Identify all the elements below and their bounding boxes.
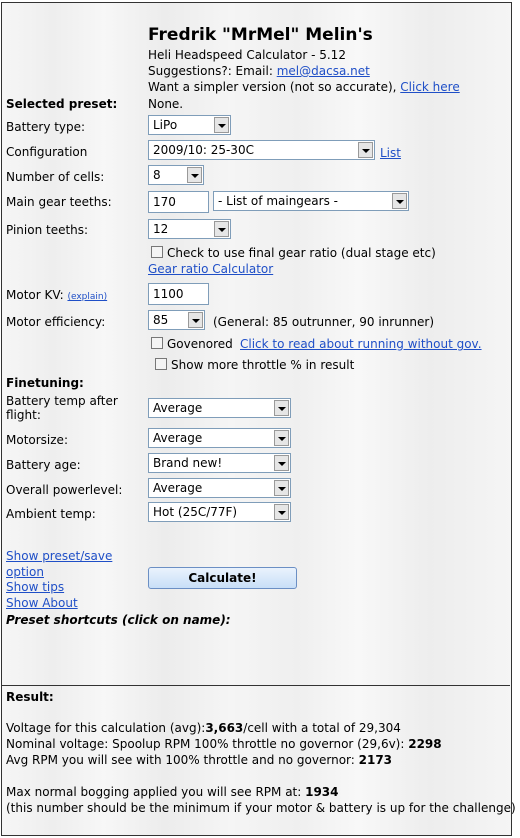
avg-rpm-value: 2173 [358, 753, 393, 767]
efficiency-select[interactable] [148, 310, 205, 330]
result-spoolup [6, 737, 442, 751]
result-note: (this number should be the minimum if your motor & battery is up for the challenge) [6, 801, 516, 815]
governor-info-link[interactable]: Click to read about running without gov. [240, 337, 482, 351]
avg-rpm-label: Avg RPM you will see with 100% throttle and no governor: [6, 753, 359, 767]
battery-age-select[interactable] [148, 453, 291, 473]
main-gear-input[interactable]: 170 [148, 191, 209, 213]
spoolup-value: 2298 [408, 737, 442, 751]
gear-ratio-calculator-link[interactable]: Gear ratio Calculator [148, 262, 274, 276]
chevron-down-icon [274, 480, 289, 496]
governored-label: Govenored [167, 337, 233, 351]
battery-type-value: LiPo [153, 118, 178, 132]
main-gear-label: Main gear teeths: [6, 195, 112, 209]
throttle-label: Show more throttle % in result [171, 358, 355, 372]
chevron-down-icon [274, 504, 289, 520]
powerlevel-select[interactable] [148, 478, 291, 498]
final-ratio-label: Check to use final gear ratio (dual stage etc) [167, 246, 436, 260]
battery-type-label: Battery type: [6, 120, 86, 134]
chevron-down-icon [358, 142, 373, 158]
page-title: Fredrik "MrMel" Melin's [148, 25, 373, 45]
show-tips-link[interactable]: Show tips [6, 580, 65, 594]
explain-link[interactable]: (explain) [67, 292, 108, 302]
maingear-list-value: - List of maingears - [218, 194, 338, 208]
ambient-value: Hot (25C/77F) [153, 505, 238, 519]
cells-value: 8 [153, 168, 161, 182]
chevron-down-icon [187, 167, 202, 183]
chevron-down-icon [214, 221, 229, 237]
show-preset-save-link[interactable]: Show preset/save option [6, 549, 113, 579]
result-avg-rpm [6, 753, 392, 767]
configuration-select[interactable] [148, 140, 375, 160]
show-about-link[interactable]: Show About [6, 596, 78, 610]
ambient-select[interactable] [148, 502, 291, 522]
governored-checkbox[interactable] [151, 337, 163, 349]
pinion-select[interactable] [148, 219, 231, 239]
chevron-down-icon [188, 312, 203, 328]
finetuning-heading: Finetuning: [6, 376, 84, 390]
efficiency-note: (General: 85 outrunner, 90 inrunner) [213, 315, 435, 329]
battery-age-label: Battery age: [6, 458, 81, 472]
battery-type-select[interactable] [148, 115, 231, 135]
voltage-label: Voltage for this calculation (avg): [6, 721, 206, 735]
app-version: Heli Headspeed Calculator - 5.12 [148, 48, 346, 62]
motorsize-label: Motorsize: [6, 433, 68, 447]
motorsize-select[interactable] [148, 428, 291, 448]
efficiency-value: 85 [153, 313, 169, 327]
configuration-value: 2009/10: 25-30C [153, 143, 254, 157]
cells-label: Number of cells: [6, 170, 105, 184]
battery-temp-value: Average [153, 401, 203, 415]
powerlevel-value: Average [153, 481, 203, 495]
throttle-checkbox[interactable] [155, 358, 167, 370]
result-bogging [6, 785, 339, 799]
selected-preset-label: Selected preset: [6, 97, 118, 111]
bogging-value: 1934 [305, 785, 339, 799]
chevron-down-icon [274, 455, 289, 471]
selected-preset-value: None. [148, 97, 184, 111]
cells-select[interactable] [148, 165, 204, 185]
voltage-value: 3,663 [205, 721, 244, 735]
chevron-down-icon [274, 430, 289, 446]
motorsize-value: Average [153, 431, 203, 445]
maingear-list-select[interactable] [213, 191, 409, 211]
battery-age-value: Brand new! [153, 456, 223, 470]
pinion-value: 12 [153, 222, 169, 236]
suggestions-label: Suggestions?: Email: [148, 64, 277, 78]
preset-shortcuts-label: Preset shortcuts (click on name): [6, 613, 231, 627]
email-link[interactable]: mel@dacsa.net [276, 64, 370, 78]
powerlevel-label: Overall powerlevel: [6, 483, 123, 497]
battery-temp-label: Battery temp after flight: [6, 394, 118, 422]
result-voltage [6, 721, 401, 735]
suggestions-line [148, 64, 370, 78]
spoolup-label: Nominal voltage: Spoolup RPM 100% throttle no governor (29,6v): [6, 737, 409, 751]
chevron-down-icon [274, 400, 289, 416]
voltage-total: /cell with a total of 29,304 [243, 721, 401, 735]
bogging-label: Max normal bogging applied you will see RPM at: [6, 785, 306, 799]
simpler-line [148, 80, 460, 94]
motor-kv-input[interactable]: 1100 [148, 283, 209, 305]
battery-temp-select[interactable] [148, 398, 291, 418]
pinion-label: Pinion teeths: [6, 223, 89, 237]
chevron-down-icon [392, 193, 407, 209]
efficiency-label: Motor efficiency: [6, 315, 106, 329]
chevron-down-icon [214, 117, 229, 133]
simpler-label: Want a simpler version (not so accurate), [148, 80, 401, 94]
configuration-label: Configuration [6, 145, 88, 159]
final-ratio-checkbox[interactable] [151, 246, 163, 258]
motor-kv-label: Motor KV: [6, 288, 64, 302]
calculate-button[interactable]: Calculate! [148, 567, 297, 589]
motor-kv-row [6, 288, 107, 304]
configuration-list-link[interactable]: List [380, 146, 401, 160]
result-heading: Result: [6, 690, 54, 704]
click-here-link[interactable]: Click here [400, 80, 460, 94]
ambient-label: Ambient temp: [6, 507, 96, 521]
